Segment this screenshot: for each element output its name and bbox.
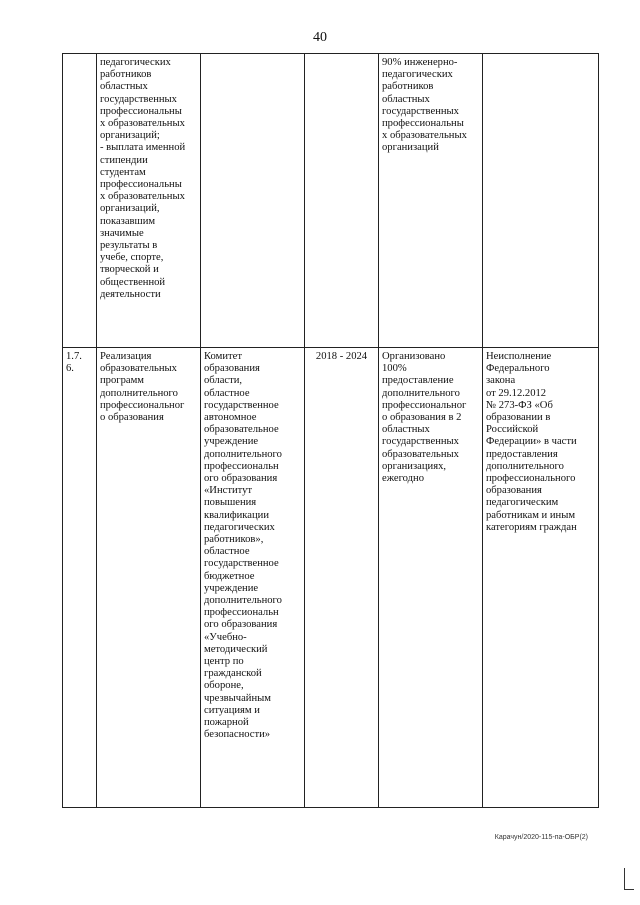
table-row: [63, 348, 599, 808]
measure-text: Реализация образовательных программ дополнительного профессиональног о образования: [100, 351, 185, 424]
executor-cell: [201, 348, 305, 808]
result-cell: [379, 54, 483, 348]
executor-cell: [201, 54, 305, 348]
measure-text: педагогических работников областных государственных профессиональны х образовательных организаций; - выплата именной стипендии студентам профессиональны х образовательных организаций, показавшим значимые результаты в учебе, спорте, творческой и общественной деятельности: [100, 57, 186, 300]
document-code: Карачун/2020-115-па-ОБР(2): [494, 834, 588, 841]
term-cell: [305, 54, 379, 348]
measure-cell: [97, 54, 201, 348]
table-row: [63, 54, 599, 348]
item-number: 1.7. 6.: [66, 351, 82, 375]
term-cell: [305, 348, 379, 808]
result-text: 90% инженерно- педагогических работников областных государственных профессиональны х образовательных организаций: [382, 57, 467, 154]
item-number-cell: [63, 54, 97, 348]
item-number-cell: [63, 348, 97, 808]
consequence-text: Неисполнение Федерального закона от 29.12.2012 № 273-ФЗ «Об образовании в Российской Федерации» в части предоставления дополнительного профессионального образования педагогическим работникам и иным категориям граждан: [486, 351, 577, 533]
measure-cell: [97, 348, 201, 808]
executor-text: Комитет образования области, областное государственное автономное образовательное учреждение дополнительного профессиональн ого образования «Институт повышения квалификации педагогических работников», областное государственное бюджетное учреждение дополнительного профессиональн ого образования «Учебно- методический центр по гражданской обороне, чрезвычайным ситуациям и пожарной безопасности»: [204, 351, 282, 741]
page-number: 40: [313, 30, 327, 45]
margin-mark: [624, 868, 625, 890]
result-cell: [379, 348, 483, 808]
consequence-cell: [483, 348, 599, 808]
measures-table: [62, 53, 599, 808]
term-text: 2018 - 2024: [315, 351, 368, 362]
result-text: Организовано 100% предоставление дополнительного профессиональног о образования в 2 областных государственных образовательных организациях, ежегодно: [382, 351, 467, 485]
consequence-cell: [483, 54, 599, 348]
